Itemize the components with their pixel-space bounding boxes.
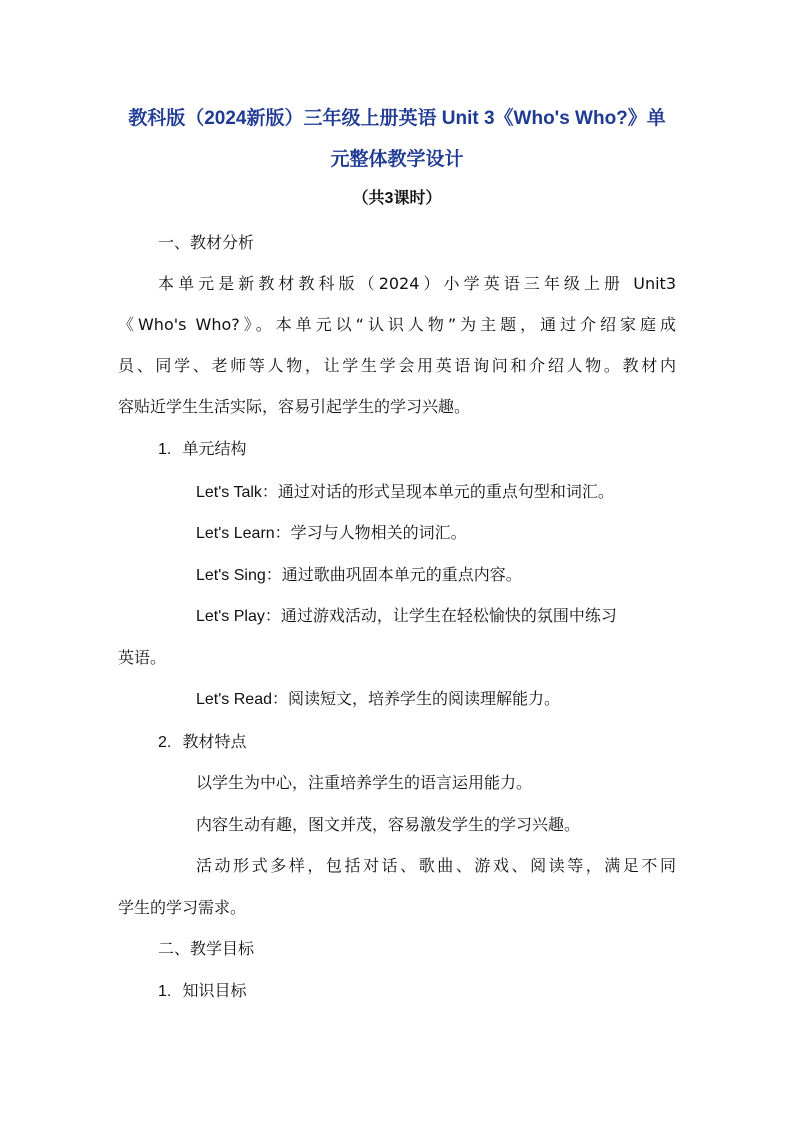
sub-heading-2-number: 2. <box>158 734 172 751</box>
sub-heading-3-number: 1. <box>158 983 172 1000</box>
sub-heading-3-label: 知识目标 <box>182 981 247 1000</box>
structure-item-tag: Let's Talk： <box>196 484 278 501</box>
sub-heading-2 <box>158 731 246 754</box>
sub-heading-1-label: 单元结构 <box>182 439 247 458</box>
feature-item: 以学生为中心，注重培养学生的语言运用能力。 <box>196 773 533 792</box>
intro-line-1: 本单元是新教材教科版（2024）小学英语三年级上册 Unit3 <box>158 274 676 293</box>
document-subtitle: （共3课时） <box>352 190 442 207</box>
sub-heading-3 <box>158 980 246 1003</box>
sub-heading-2-label: 教材特点 <box>182 732 247 751</box>
structure-item-text: 阅读短文，培养学生的阅读理解能力。 <box>288 689 561 708</box>
intro-line-3: 员、同学、老师等人物，让学生学会用英语询问和介绍人物。教材内 <box>118 356 676 375</box>
structure-item-tag: Let's Play： <box>196 608 281 625</box>
structure-item <box>196 522 467 545</box>
section-1-heading: 一、教材分析 <box>158 233 255 252</box>
feature-item: 内容生动有趣，图文并茂，容易激发学生的学习兴趣。 <box>196 815 581 834</box>
structure-item-text: 通过对话的形式呈现本单元的重点句型和词汇。 <box>277 482 614 501</box>
structure-item-tag: Let's Sing： <box>196 567 282 584</box>
feature-item: 活动形式多样，包括对话、歌曲、游戏、阅读等，满足不同 <box>196 856 676 875</box>
intro-line-4: 容贴近学生生活实际，容易引起学生的学习兴趣。 <box>118 397 471 416</box>
structure-item <box>196 481 614 504</box>
document-title-line-1: 教科版（2024新版）三年级上册英语 Unit 3《Who's Who?》单 <box>128 108 666 129</box>
structure-item-tag: Let's Learn： <box>196 525 291 542</box>
document-title-line-2: 元整体教学设计 <box>330 149 464 170</box>
structure-item-text: 通过游戏活动，让学生在轻松愉快的氛围中练习 <box>280 606 617 625</box>
structure-item-continuation: 英语。 <box>118 648 167 667</box>
structure-item-text: 通过歌曲巩固本单元的重点内容。 <box>281 565 522 584</box>
structure-item <box>196 564 522 587</box>
sub-heading-1 <box>158 438 246 461</box>
structure-item-tag: Let's Read： <box>196 691 288 708</box>
structure-item <box>196 688 560 711</box>
section-2-heading: 二、教学目标 <box>158 939 255 958</box>
structure-item-text: 学习与人物相关的词汇。 <box>290 523 467 542</box>
sub-heading-1-number: 1. <box>158 441 172 458</box>
intro-line-2: 《Who's Who?》。本单元以“认识人物”为主题，通过介绍家庭成 <box>118 315 676 334</box>
structure-item <box>196 605 617 628</box>
feature-item-continuation: 学生的学习需求。 <box>118 898 247 917</box>
